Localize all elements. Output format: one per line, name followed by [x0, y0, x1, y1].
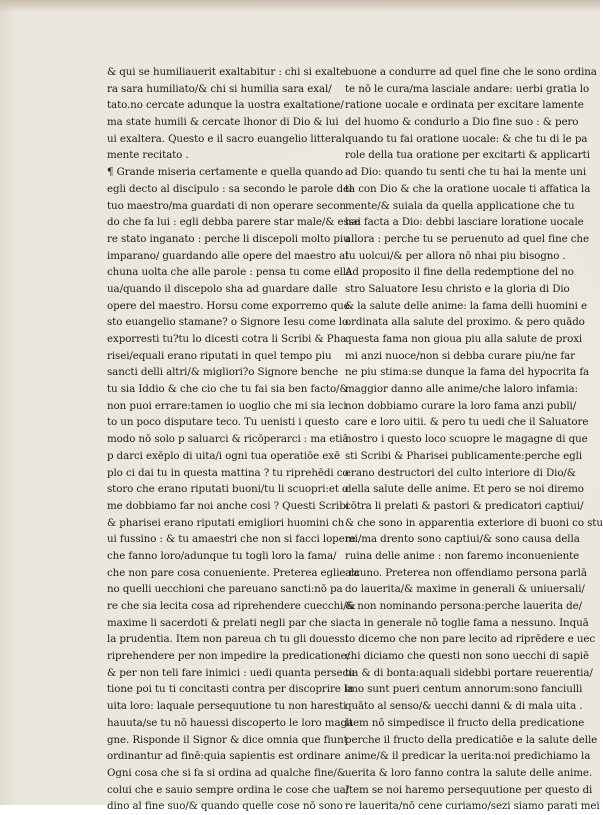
left-column-line: risei/equali erano riputati in quel tempo piu — [107, 349, 332, 362]
right-column-line: & non nominando persona:perche lauerita de/ — [345, 600, 583, 612]
left-column-line: Ogni cosa che si fa si ordina ad qualche fine/& — [107, 766, 346, 779]
left-column-line: mente recitato . — [107, 149, 189, 162]
right-column-line: sti Scribi & Pharisei publicamente:perche egli — [345, 449, 583, 462]
right-column-line: Ad proposito il fine della redemptione del no — [345, 266, 574, 279]
right-column-line: quando tu fai oratione uocale: & che tu di le pa — [345, 132, 588, 145]
left-column-line: do che fa lui : egli debba parere star male/& esse — [107, 216, 360, 229]
right-column-line: maggior danno alle anime/che laloro infamia: — [345, 383, 578, 396]
right-column-line: ne piu stima:se dunque la fama del hypocrita fa — [345, 366, 590, 379]
right-column-line: alcuno. Preterea non offendiamo persona parlā — [345, 566, 587, 579]
left-column-line: ma state humili & cercate lhonor di Dio & lui — [107, 116, 339, 129]
right-column-line: della salute delle anime. Et pero se noi diremo — [345, 483, 584, 496]
left-column-line: ra sara humiliato/& chi si humilia sara exal/ — [107, 82, 332, 95]
left-column-line: storo che erano riputati buoni/tu li scuopri:et o — [107, 483, 349, 496]
left-column-line: la prudentia. Item non pareua ch tu gli douessi — [107, 633, 348, 646]
left-column-line: ¶ Grande miseria certamente e quella quando — [107, 166, 343, 179]
right-column-line: quāto al senso/& uecchi danni & di mala uita . — [345, 700, 583, 713]
right-column-line: hai facta a Dio: debbi lasciare loratione uocale — [345, 216, 584, 229]
right-column-line: mi/ma drento sono captiui/& sono causa della — [345, 533, 580, 546]
right-column-line: ta con Dio & che la oratione uocale ti affatica la — [345, 182, 591, 195]
left-column-line: & qui se humiliauerit exaltabitur : chi si exalte — [107, 66, 346, 78]
right-column-line: cta in generale nō toglie fama a nessuno. Inquā — [345, 616, 589, 629]
right-column-line: imo sunt pueri centum annorum:sono fanciulli — [345, 683, 583, 696]
right-column-line: ratione uocale e ordinata per excitare lamente — [345, 99, 584, 112]
left-column-line: che fanno loro/adunque tu togli loro la fama/ — [107, 549, 337, 562]
right-column-line: non dobbiamo curare la loro fama anzi publi/ — [345, 399, 577, 412]
left-column-line: re stato inganato : perche li discepoli molto piu — [107, 232, 350, 245]
right-column-line: anime/& il predicar la uerita:noi predichiamo la — [345, 750, 591, 763]
left-column-line: egli decto al discipulo : sa secondo le parole del — [107, 182, 353, 195]
left-column-line: riprehendere per non impedire la predicatione/ — [107, 650, 351, 663]
right-column-line: Item nō simpedisce il fructo della predicatione — [345, 716, 585, 729]
left-column-line: hauuta/se tu nō hauessi discoperto le loro maga — [107, 716, 354, 729]
right-column-line: to dicemo che non pare lecito ad riprēdere e uec — [345, 633, 596, 646]
left-column-line: opere del maestro. Horsu come exporremo que — [107, 299, 350, 312]
right-column-line: re lauerita/nō cene curiamo/sezi siamo parati mei — [345, 800, 600, 813]
right-column-line: buone a condurre ad quel fine che le sono ordina — [345, 66, 597, 78]
left-column-line: me dobbiamo far noi anche cosi ? Questi Scribi — [107, 499, 349, 512]
right-column-line: stro Saluatore Iesu christo e la gloria di Dio — [345, 282, 570, 295]
right-column-line: ad Dio: quando tu senti che tu hai la mente uni — [345, 166, 587, 179]
left-column-line: ua/quando il discepolo sha ad guardare dalle — [107, 282, 338, 295]
left-column-line: maxime li sacerdoti & prelati negli par che sia — [107, 616, 345, 629]
left-column-line: gne. Risponde il Signor & dice omnia que fiunt — [107, 733, 348, 746]
left-column-line: & per non teli fare inimici : uedi quanta persecu — [107, 666, 355, 679]
right-column-line: perche il fructo della predicatiōe e la salute delle — [345, 733, 598, 746]
right-column-line: tia & di bonta:aquali sidebbi portare reuerentia/ — [345, 666, 593, 679]
right-column-line: erano destructori del culto interiore di Dio/& — [345, 466, 576, 479]
left-column-line: ui exaltera. Questo e il sacro euangelio litteral — [107, 132, 345, 145]
right-column-line: ordinata alla salute del proximo. & pero quādo — [345, 316, 585, 329]
left-column-line: exporresti tu?tu lo dicesti cotra li Scribi & Pha — [107, 333, 347, 345]
left-column-line: no quelli uecchioni che pareuano sancti:nō pa — [107, 583, 343, 596]
right-column-line: Item se noi haremo persequutione per questo di — [345, 783, 593, 796]
right-column-line: ruina delle anime : non faremo inconueniente — [345, 549, 580, 562]
right-column-line: role della tua oratione per excitarti & applicarti — [345, 149, 590, 162]
right-column-line: care e loro uitii. & pero tu uedi che il Saluatore — [345, 416, 589, 429]
left-text-column — [107, 64, 360, 815]
right-column-line: del huomo & condurlo a Dio fine suo : & pero — [345, 116, 579, 129]
right-column-line: & la salute delle anime: la fama delli huomini e — [345, 299, 587, 312]
left-column-line: sancti delli altri/& migliori?o Signore benche — [107, 366, 338, 379]
left-column-line: p darci exēplo di uita/i ogni tua operatiōe exē — [107, 449, 341, 462]
left-column-line: tione poi tu ti concitasti contra per discoprire la — [107, 683, 354, 696]
left-column-line: & pharisei erano riputati emigliori huomini ch — [107, 516, 345, 529]
right-column-line: mente/& suiala da quella applicatione che tu — [345, 199, 575, 212]
left-column-line: plo ci dai tu in questa mattina ? tu riprehēdi co — [107, 466, 349, 479]
right-column-line: te nō le cura/ma lasciale andare: uerbi gratia lo — [345, 82, 590, 95]
left-column-line: tu sia Iddio & che cio che tu fai sia ben facto/& — [107, 383, 349, 396]
left-column-line: tato.no cercate adunque la uostra exaltatione/ — [107, 99, 344, 112]
right-column-line: mi anzi nuoce/non si debba curare piu/ne far — [345, 349, 575, 362]
left-column-line: sto euangelio stamane? o Signore Iesu come lo — [107, 316, 349, 329]
left-column-line: to un poco disputare teco. Tu uenisti i questo — [107, 416, 340, 429]
left-column-line: modo nō solo p saluarci & ricōperarci : ma etiā — [107, 433, 349, 446]
left-column-line: imparano/ guardando alle opere del maestro al — [107, 249, 349, 262]
left-column-line: non puoi errare:tamen io uoglio che mi sia leci — [107, 399, 347, 412]
left-column-line: colui che e sauio sempre ordina le cose che ua/ — [107, 783, 350, 796]
right-column-line: tu uolcui/& per allora nō nhai piu bisogno . — [345, 249, 566, 262]
right-column-line: nostro i questo loco scuopre le magagne di que — [345, 433, 588, 446]
right-column-line: questa fama non gioua piu alla salute de proxi — [345, 333, 583, 345]
left-column-line: ui fussino : & tu amaestri che non si facci lopere — [107, 533, 356, 546]
right-column-line: allora : perche tu se peruenuto ad quel fine che — [345, 232, 589, 245]
left-column-line: chuna uolta che alle parole : pensa tu come ella — [107, 266, 353, 279]
right-column-line: do lauerita/& maxime in generali & uniuersali/ — [345, 583, 585, 596]
left-column-line: che non pare cosa conueniente. Preterea eglie ra — [107, 566, 360, 579]
left-column-line: dino al fine suo/& quando quelle cose nō sono — [107, 800, 343, 813]
left-column-line: uita loro: laquale persequutione tu non haresti — [107, 700, 347, 713]
page-edge-stain — [0, 0, 600, 12]
right-column-line: cōtra li prelati & pastori & predicatori captiui/ — [345, 499, 584, 512]
right-text-column — [345, 64, 603, 815]
right-column-line: & che sono in apparentia exteriore di buoni co stu — [345, 516, 603, 529]
left-column-line: tuo maestro/ma guardati di non operare secon — [107, 199, 346, 212]
right-column-line: uerita & loro fanno contra la salute delle anime. — [345, 766, 593, 779]
left-column-line: ordinantur ad finē:quia sapientis est ordinare . — [107, 750, 347, 763]
left-column-line: re che sia lecita cosa ad riprehendere cuecchi/& — [107, 600, 356, 612]
right-column-line: chi diciamo che questi non sono uecchi di sapiē — [345, 650, 589, 663]
